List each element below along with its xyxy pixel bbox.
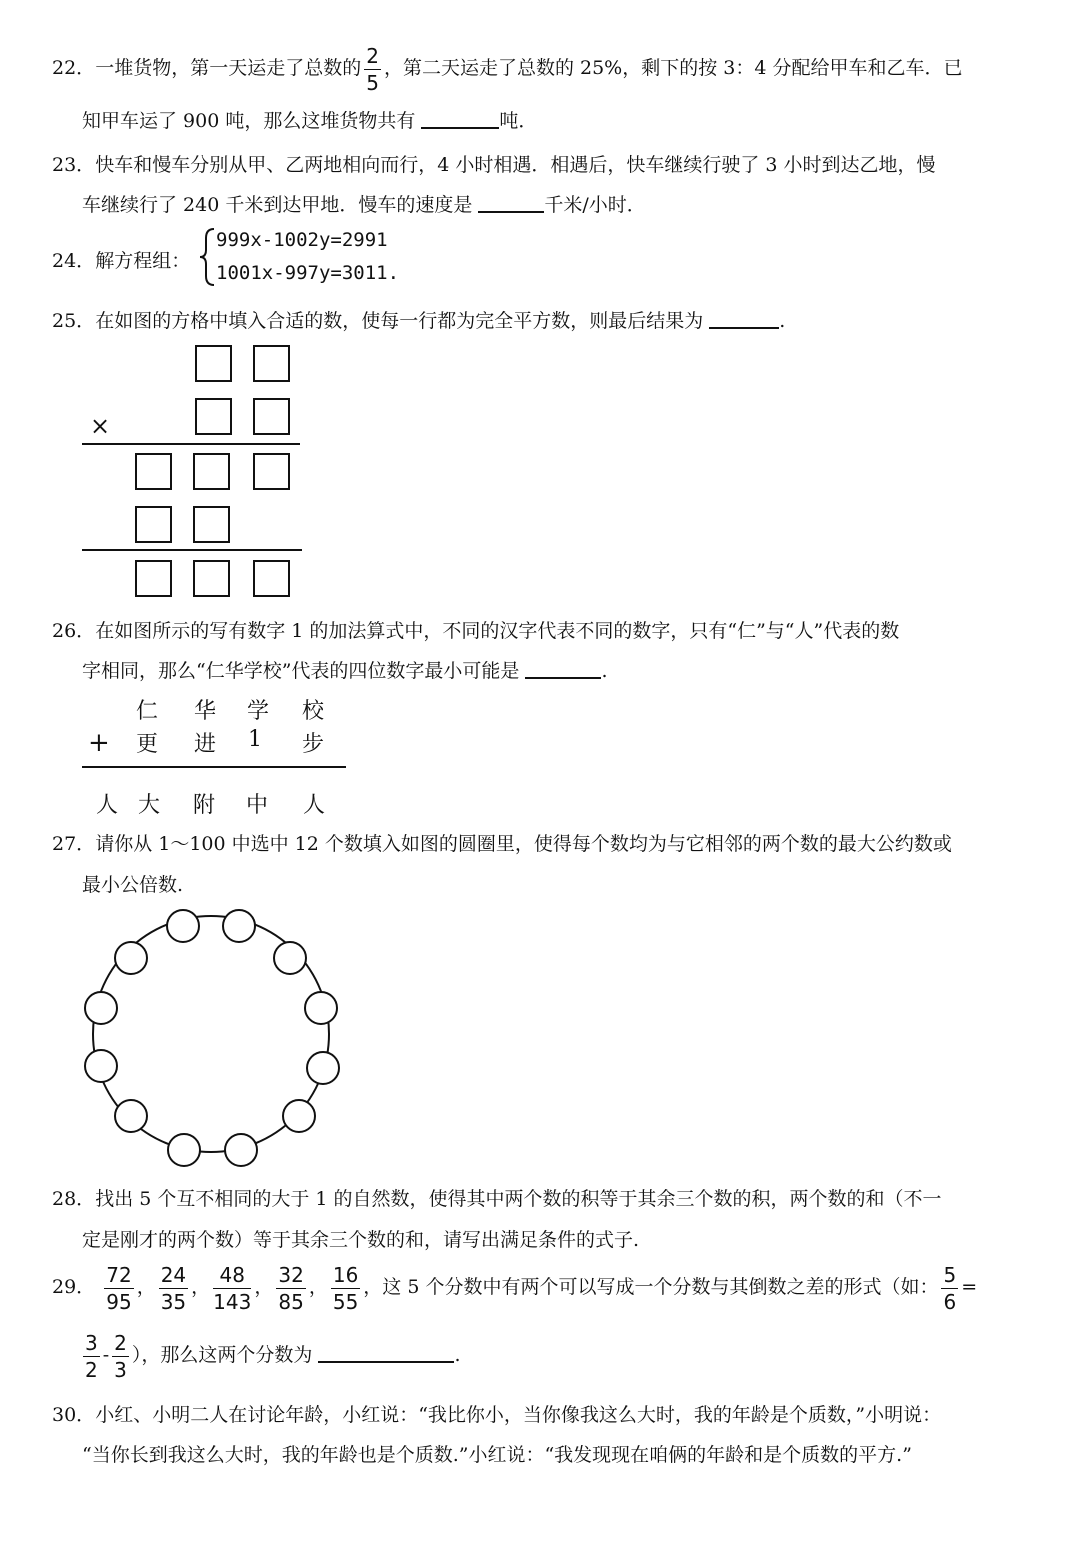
- question-text: 找出 5 个互不相同的大于 1 的自然数，使得其中两个数的积等于其余三个数的积，两个数的和（不一: [95, 1188, 942, 1210]
- multiply-sign: ×: [90, 412, 111, 440]
- puzzle-char: 华: [194, 699, 217, 724]
- sum-line: [82, 766, 346, 768]
- separator: ，: [254, 1276, 274, 1298]
- question-text: 在如图的方格中填入合适的数，使每一行都为完全平方数，则最后结果为: [95, 310, 704, 332]
- answer-blank[interactable]: [525, 659, 601, 679]
- divider-line: [82, 549, 302, 551]
- digit-box[interactable]: [193, 560, 230, 597]
- question-number: 30．: [52, 1404, 96, 1426]
- separator: ，: [363, 1276, 383, 1298]
- fraction-denominator: 35: [160, 1289, 187, 1314]
- fraction-numerator: 5: [943, 1262, 957, 1287]
- fraction-numerator: 2: [366, 43, 379, 68]
- question-text: 字相同，那么“仁华学校”代表的四位数字最小可能是: [82, 660, 520, 682]
- puzzle-char: 大: [138, 793, 161, 818]
- question-text: 解方程组：: [95, 250, 191, 272]
- fraction-numerator: 3: [85, 1330, 98, 1355]
- question-text: 这 5 个分数中有两个可以写成一个分数与其倒数之差的形式（如：: [382, 1276, 939, 1298]
- answer-blank[interactable]: [478, 193, 544, 213]
- question-text: ，第二天运走了总数的 25%，剩下的按 3：4 分配给甲车和乙车．已: [383, 57, 963, 79]
- digit-box[interactable]: [135, 560, 172, 597]
- question-number: 25．: [52, 310, 96, 332]
- fraction: [276, 1262, 305, 1314]
- fraction-numerator: 72: [106, 1262, 132, 1287]
- fraction-numerator: 32: [278, 1262, 304, 1287]
- digit-box[interactable]: [253, 345, 290, 382]
- fraction: [112, 1330, 129, 1382]
- fraction-denominator: 95: [106, 1289, 132, 1314]
- fraction-denominator: 6: [943, 1289, 957, 1314]
- question-30-line-2: “当你长到我这么大时，我的年龄也是个质数.”小红说：“我发现现在咱俩的年龄和是个质数的平方.”: [82, 1444, 912, 1466]
- circle-slot[interactable]: [223, 910, 255, 942]
- question-26-line-1: [52, 616, 899, 643]
- fraction: [159, 1262, 188, 1314]
- puzzle-char: 中: [246, 793, 269, 818]
- fraction-numerator: 2: [114, 1330, 127, 1355]
- circle-slot[interactable]: [225, 1134, 257, 1166]
- circle-slot[interactable]: [115, 942, 147, 974]
- separator: ，: [136, 1276, 156, 1298]
- question-text: 小红、小明二人在讨论年龄，小红说：“我比你小，当你像我这么大时，我的年龄是个质数，”小明说：: [95, 1404, 942, 1426]
- question-number: 24．: [52, 250, 96, 272]
- question-24-label: [52, 246, 190, 273]
- question-text: 千米/小时．: [544, 194, 646, 216]
- question-text: 一堆货物，第一天运走了总数的: [95, 57, 362, 79]
- fraction-numerator: 16: [332, 1262, 359, 1287]
- digit-box[interactable]: [253, 560, 290, 597]
- digit-box[interactable]: [195, 398, 232, 435]
- circle-slot[interactable]: [274, 942, 306, 974]
- fraction-denominator: 2: [85, 1357, 98, 1382]
- digit-box[interactable]: [193, 453, 230, 490]
- question-26-line-2: [82, 656, 608, 683]
- fraction: [83, 1330, 100, 1382]
- fraction-numerator: 24: [160, 1262, 187, 1287]
- digit-box[interactable]: [195, 345, 232, 382]
- fraction: [364, 43, 381, 95]
- circle-slot[interactable]: [305, 992, 337, 1024]
- fraction-denominator: 143: [213, 1289, 252, 1314]
- digit-box[interactable]: [253, 398, 290, 435]
- equation-2: [216, 262, 399, 284]
- period: .: [779, 310, 786, 332]
- puzzle-char: 学: [247, 699, 270, 724]
- puzzle-char: 进: [194, 732, 217, 757]
- equation-brace: [196, 226, 218, 288]
- period: .: [387, 262, 400, 284]
- fraction-denominator: 85: [278, 1289, 304, 1314]
- equation-2-text: 1001x-997y=3011: [216, 262, 388, 284]
- fraction: [213, 1262, 252, 1314]
- question-number: 27．: [52, 833, 96, 855]
- question-text: 快车和慢车分别从甲、乙两地相向而行，4 小时相遇．相遇后，快车继续行驶了 3 小时到达乙地，慢: [95, 154, 936, 176]
- circle-slot[interactable]: [115, 1100, 147, 1132]
- question-text: 请你从 1～100 中选中 12 个数填入如图的圆圈里，使得每个数均为与它相邻的两个数的最大公约数或: [95, 833, 952, 855]
- question-29-line-2: [80, 1330, 461, 1380]
- puzzle-char: 人: [303, 793, 326, 818]
- digit-box[interactable]: [253, 453, 290, 490]
- puzzle-char: 校: [302, 699, 325, 724]
- question-number: 23．: [52, 154, 96, 176]
- puzzle-char: 人: [96, 793, 119, 818]
- puzzle-char: 附: [193, 793, 216, 818]
- question-27-line-2: 最小公倍数.: [82, 874, 184, 896]
- question-text: 车继续行了 240 千米到达甲地．慢车的速度是: [82, 194, 473, 216]
- question-23-line-1: [52, 150, 936, 177]
- puzzle-char: 仁: [136, 699, 159, 724]
- equation-1: 999x-1002y=2991: [216, 229, 388, 251]
- question-23-line-2: [82, 190, 646, 217]
- question-27-line-1: [52, 829, 952, 856]
- answer-blank[interactable]: [709, 309, 779, 329]
- question-28-line-2: 定是刚才的两个数）等于其余三个数的和，请写出满足条件的式子.: [82, 1229, 640, 1251]
- question-text: 在如图所示的写有数字 1 的加法算式中，不同的汉字代表不同的数字，只有“仁”与“人”代表的数: [95, 620, 900, 642]
- question-number: 28．: [52, 1188, 96, 1210]
- question-22-line-1: [52, 43, 963, 95]
- fraction-numerator: 48: [213, 1265, 251, 1289]
- separator: ，: [191, 1276, 211, 1298]
- question-text: 吨．: [499, 110, 538, 132]
- circle-slot[interactable]: [283, 1100, 315, 1132]
- digit-box[interactable]: [193, 506, 230, 543]
- question-text: 知甲车运了 900 吨，那么这堆货物共有: [82, 110, 416, 132]
- fraction-denominator: 5: [366, 70, 379, 95]
- fraction-denominator: 55: [332, 1289, 359, 1314]
- question-number: 26．: [52, 620, 96, 642]
- circle-slot[interactable]: [85, 1050, 117, 1082]
- fraction: [104, 1262, 133, 1314]
- circle-ring-diagram: [70, 900, 360, 1180]
- circle-slot[interactable]: [168, 1134, 200, 1166]
- question-25-line: [52, 306, 785, 333]
- question-number: 22．: [52, 57, 96, 79]
- equals-sign: =: [961, 1276, 978, 1298]
- question-28-line-1: [52, 1184, 942, 1211]
- answer-blank[interactable]: [318, 1343, 454, 1363]
- period: .: [454, 1344, 461, 1366]
- digit-box[interactable]: [135, 453, 172, 490]
- digit-box[interactable]: [135, 506, 172, 543]
- period: .: [601, 660, 608, 682]
- fraction-denominator: 3: [114, 1357, 127, 1382]
- plus-sign: +: [88, 728, 110, 758]
- fraction: [941, 1262, 958, 1314]
- circle-slot[interactable]: [167, 910, 199, 942]
- question-30-line-1: [52, 1400, 941, 1427]
- circle-slot[interactable]: [307, 1052, 339, 1084]
- puzzle-char: 更: [136, 732, 159, 757]
- answer-blank[interactable]: [421, 109, 499, 129]
- circle-slot[interactable]: [85, 992, 117, 1024]
- puzzle-char: 1: [248, 727, 262, 752]
- separator: ，: [308, 1276, 328, 1298]
- question-text: ），那么这两个分数为: [131, 1344, 313, 1366]
- question-22-line-2: [82, 106, 537, 133]
- question-number: 29．: [52, 1276, 96, 1298]
- divider-line: [82, 443, 300, 445]
- minus-sign: -: [102, 1344, 110, 1366]
- question-29-line-1: [52, 1262, 977, 1312]
- puzzle-char: 步: [302, 732, 325, 757]
- fraction: [331, 1262, 360, 1314]
